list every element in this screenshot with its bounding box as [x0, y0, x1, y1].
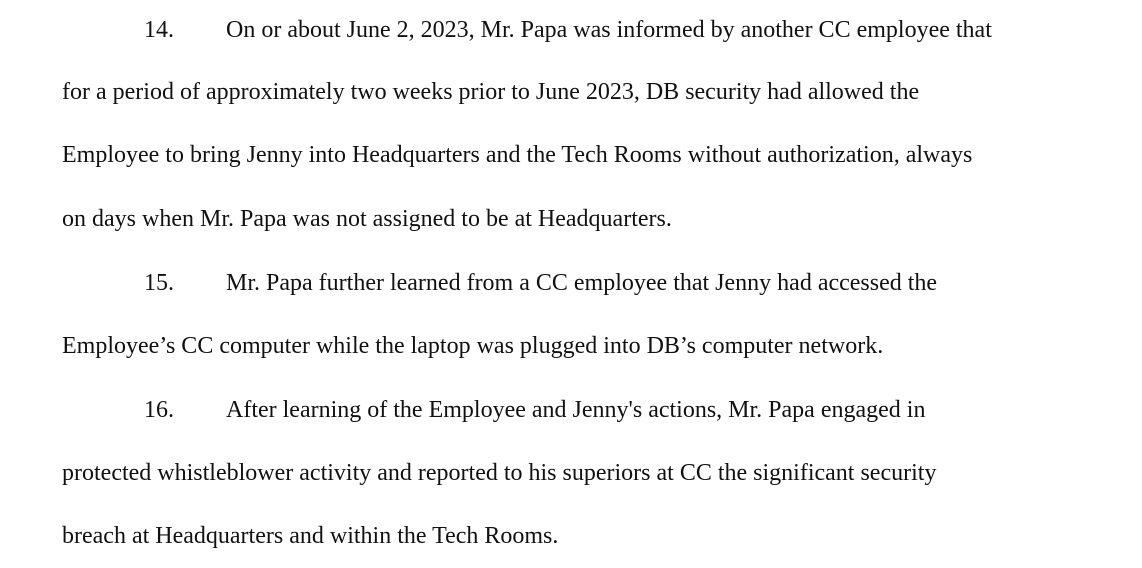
paragraph-line	[144, 16, 992, 44]
paragraph-line: for a period of approximately two weeks prior to June 2023, DB security had allowed the	[62, 79, 920, 105]
paragraph-text: Mr. Papa further learned from a CC employee that Jenny had accessed the	[226, 270, 938, 296]
paragraph-line: protected whistleblower activity and reported to his superiors at CC the significant security	[62, 460, 937, 486]
paragraph-line: Employee to bring Jenny into Headquarters and the Tech Rooms without authorization, always	[62, 142, 973, 168]
paragraph-line	[144, 396, 925, 424]
paragraph-text: On or about June 2, 2023, Mr. Papa was informed by another CC employee that	[226, 17, 992, 43]
paragraph-line: on days when Mr. Papa was not assigned to be at Headquarters.	[62, 206, 672, 232]
paragraph-number: 14.	[144, 17, 174, 43]
paragraph-line: Employee’s CC computer while the laptop was plugged into DB’s computer network.	[62, 333, 884, 359]
paragraph-text: After learning of the Employee and Jenny's actions, Mr. Papa engaged in	[226, 397, 926, 423]
paragraph-line	[144, 269, 937, 297]
paragraph-number: 16.	[144, 397, 174, 423]
paragraph-line: breach at Headquarters and within the Tech Rooms.	[62, 523, 559, 549]
paragraph-number: 15.	[144, 270, 174, 296]
